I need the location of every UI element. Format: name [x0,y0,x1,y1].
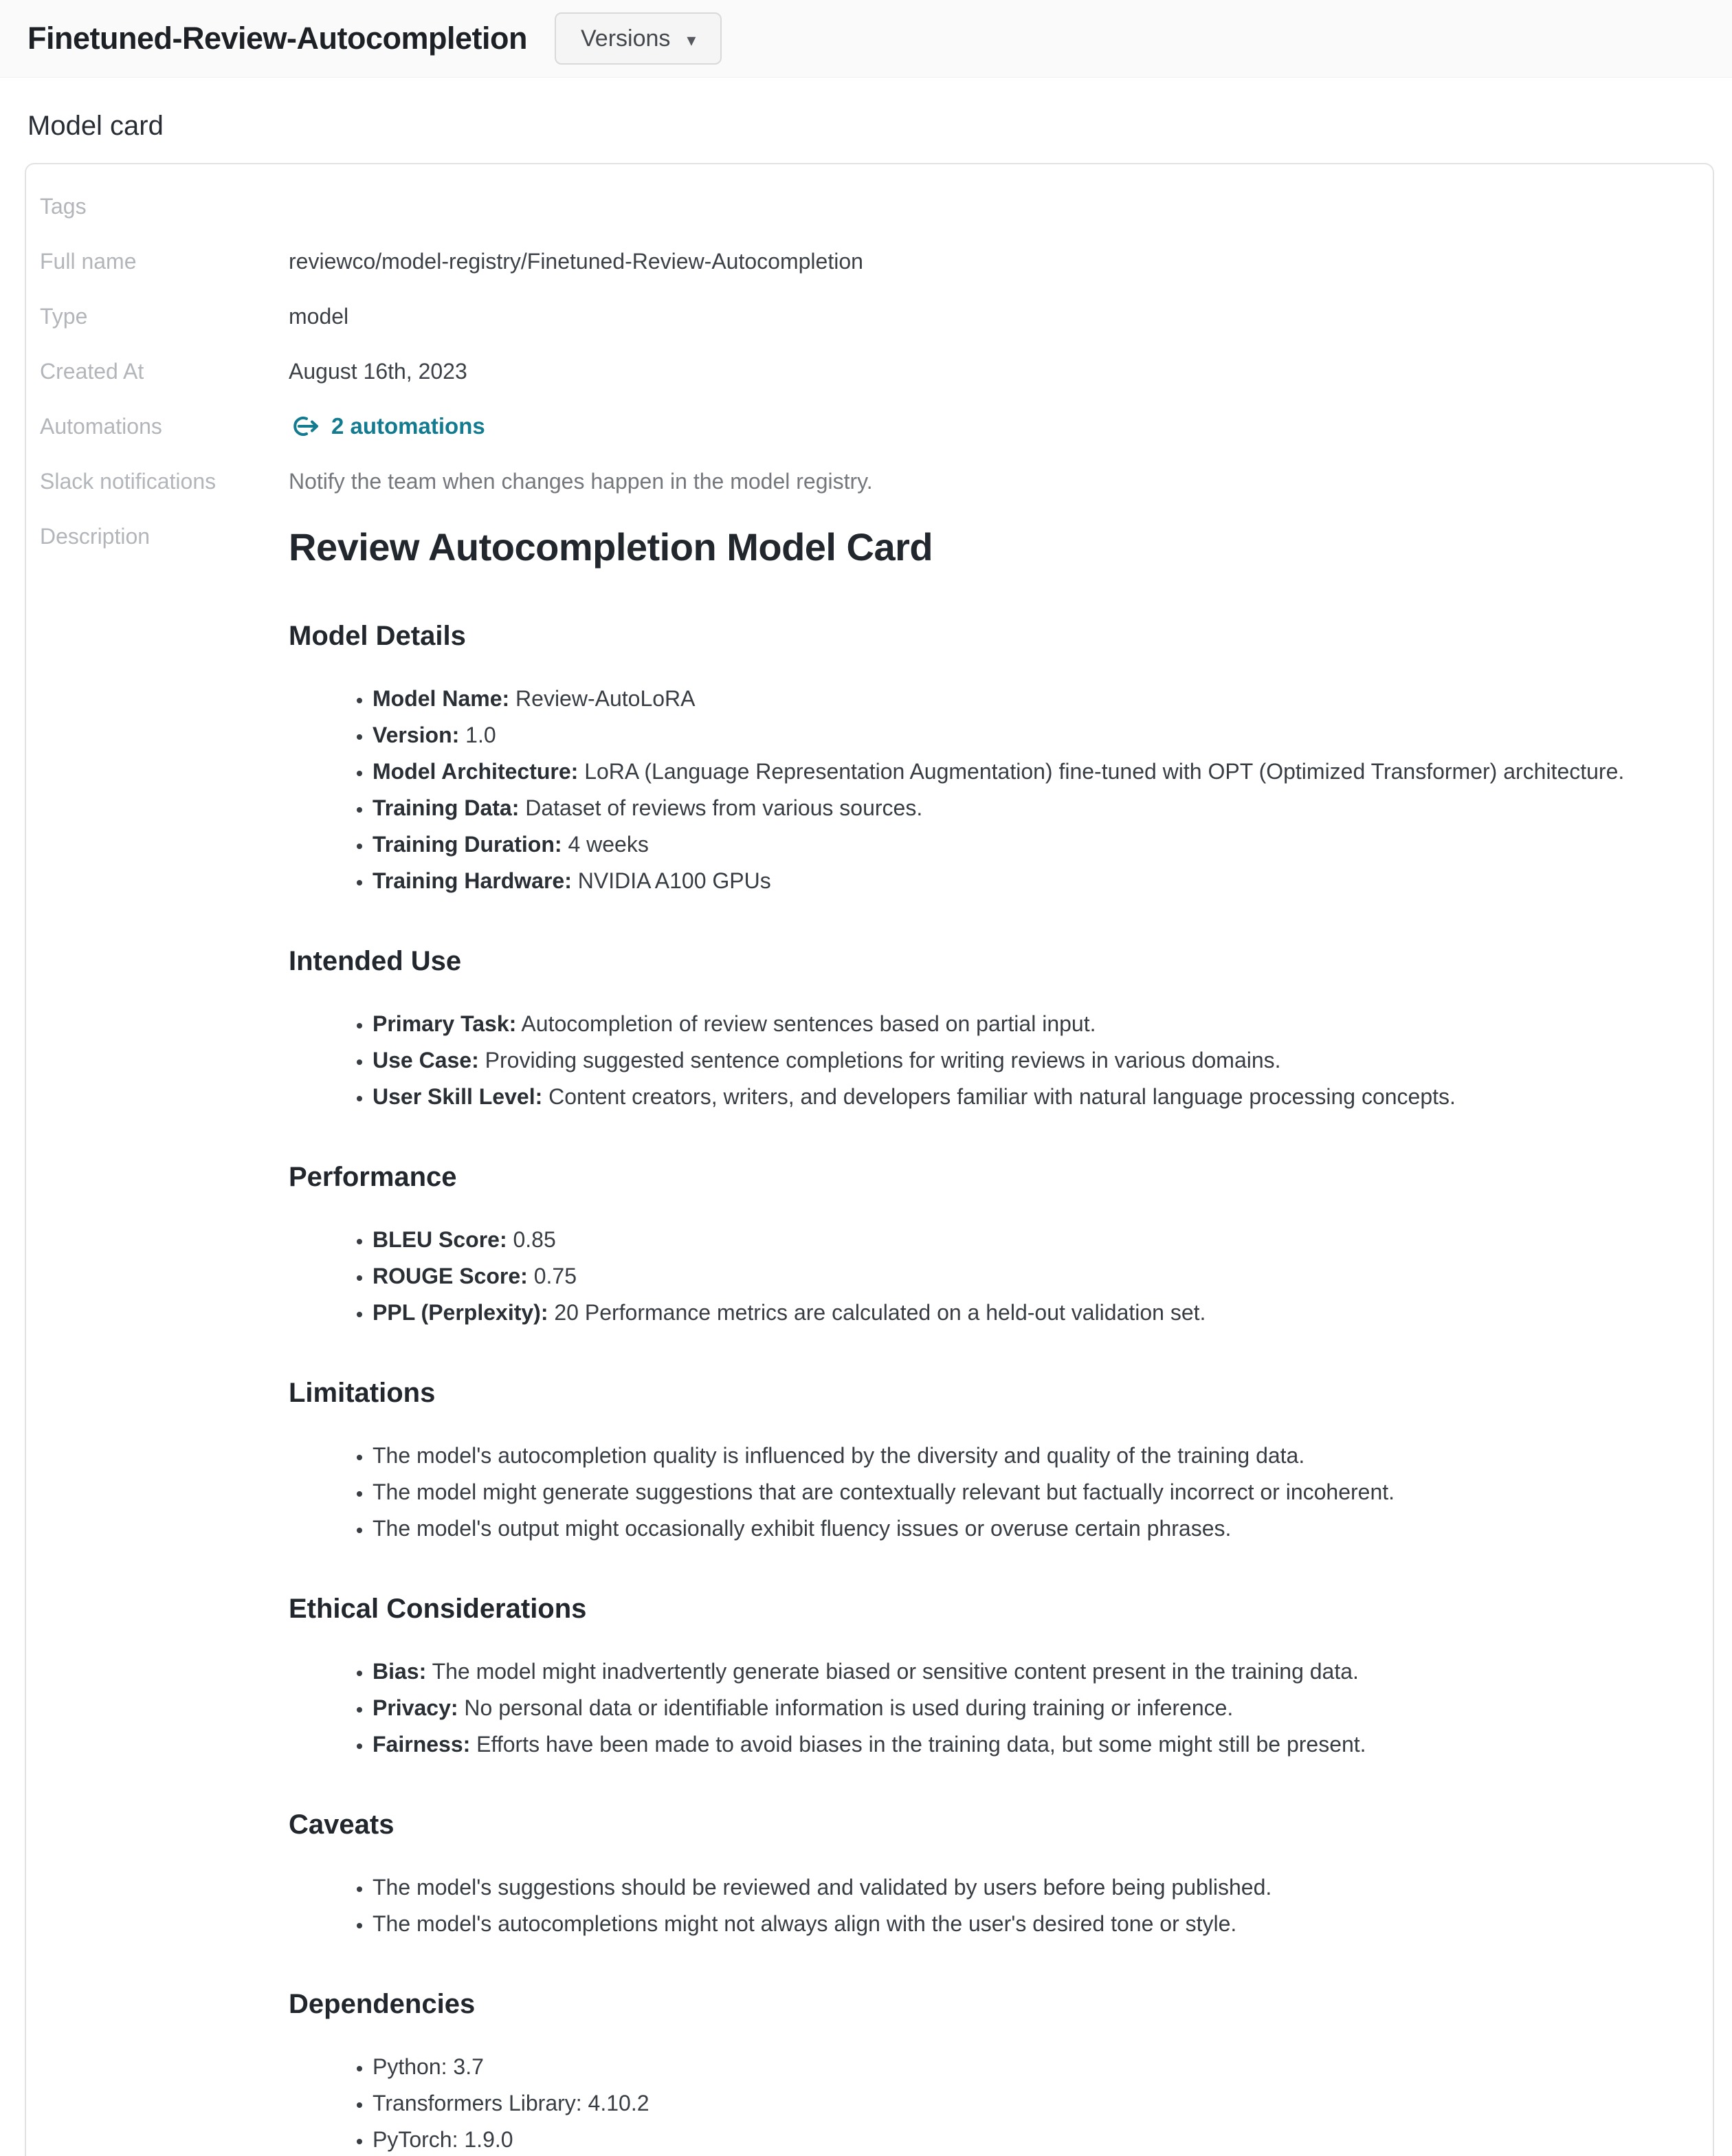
list-item [373,866,1685,895]
md-section-limitations [289,1376,1685,1543]
list-item-term: Training Duration: [373,832,562,857]
list-item [373,1657,1685,1686]
list-item-text: The model's suggestions should be reviewed and validated by users before being published. [373,1875,1272,1900]
list-item-term: Primary Task: [373,1011,517,1036]
list-item-term: Use Case: [373,1048,479,1072]
list-item-text: Providing suggested sentence completions for writing reviews in various domains. [478,1048,1281,1072]
bullet-list [289,2052,1685,2154]
versions-button-label: Versions [581,25,671,52]
list-item-text: 1.0 [459,723,496,747]
list-item-term: Fairness: [373,1732,471,1757]
section-heading-caveats: Caveats [289,1810,395,1840]
list-item [373,720,1685,749]
md-section-performance [289,1160,1685,1327]
list-item-term: Model Name: [373,686,510,711]
list-item [373,1046,1685,1075]
list-item [373,684,1685,713]
bullet-list [289,1873,1685,1938]
list-item [373,1082,1685,1111]
list-item-text: 20 Performance metrics are calculated on a held-out validation set. [548,1300,1206,1325]
list-item-text: No personal data or identifiable information is used during training or inference. [458,1695,1234,1720]
list-item-text: LoRA (Language Representation Augmentation) fine-tuned with OPT (Optimized Transformer) architecture. [578,759,1625,784]
bullet-list [289,1225,1685,1327]
metadata-value-full-name: reviewco/model-registry/Finetuned-Review-Autocompletion [289,249,863,274]
section-heading-model-details: Model Details [289,621,466,651]
list-item-term: Version: [373,723,460,747]
list-item-text: NVIDIA A100 GPUs [571,868,771,893]
list-item-text: 0.85 [507,1227,556,1252]
metadata-label-type: Type [40,304,88,329]
list-item-text: Transformers Library: 4.10.2 [373,2091,650,2115]
list-item-term: Bias: [373,1659,427,1684]
list-item-term: ROUGE Score: [373,1264,528,1288]
bullet-list [289,1657,1685,1759]
metadata-row-slack-notifications [40,470,1685,493]
list-item [373,1009,1685,1038]
list-item-text: Autocompletion of review sentences based on partial input. [516,1011,1096,1036]
metadata-label-slack-notifications: Slack notifications [40,469,216,494]
list-item [373,1693,1685,1722]
page-header [0,0,1732,78]
automations-link[interactable] [289,415,485,438]
page-title: Finetuned-Review-Autocompletion [27,21,527,56]
metadata-row-created-at [40,360,1685,383]
metadata-value-slack-notifications: Notify the team when changes happen in the model registry. [289,469,873,494]
list-item [373,1477,1685,1506]
metadata-row-tags [40,195,1685,218]
metadata-label-description: Description [40,524,151,549]
metadata-label-created-at: Created At [40,359,144,384]
model-card-doc-title: Review Autocompletion Model Card [289,525,933,569]
versions-button[interactable] [555,12,722,65]
list-item-text: Content creators, writers, and developers familiar with natural language processing concepts. [542,1084,1456,1109]
list-item [373,830,1685,859]
list-item-term: Privacy: [373,1695,458,1720]
section-heading-limitations: Limitations [289,1378,436,1408]
list-item-text: PyTorch: 1.9.0 [373,2127,513,2152]
metadata-value-type: model [289,304,349,329]
list-item [373,1730,1685,1759]
metadata-label-tags: Tags [40,194,87,219]
md-section-model-details [289,619,1685,895]
list-item-term: User Skill Level: [373,1084,543,1109]
model-card-markdown [289,525,1685,2154]
list-item [373,1441,1685,1470]
list-item-text: 0.75 [527,1264,577,1288]
model-card-section-title: Model card [27,111,164,141]
automations-count: 2 automations [331,413,485,439]
list-item-text: 4 weeks [562,832,649,857]
list-item-term: BLEU Score: [373,1227,507,1252]
list-item-term: Model Architecture: [373,759,579,784]
metadata-row-description [40,525,1685,2154]
list-item-text: The model's autocompletion quality is influenced by the diversity and quality of the training data. [373,1443,1305,1468]
md-section-ethical-considerations [289,1592,1685,1759]
metadata-label-automations: Automations [40,414,162,439]
list-item [373,1225,1685,1254]
list-item-text: Python: 3.7 [373,2054,484,2079]
bullet-list [289,1009,1685,1111]
list-item [373,757,1685,786]
list-item-text: The model might generate suggestions that are contextually relevant but factually incorrect or incoherent. [373,1480,1395,1504]
list-item-term: PPL (Perplexity): [373,1300,548,1325]
list-item-text: The model's output might occasionally exhibit fluency issues or overuse certain phrases. [373,1516,1232,1541]
section-heading-intended-use: Intended Use [289,946,462,976]
list-item [373,793,1685,822]
list-item-term: Training Hardware: [373,868,572,893]
section-heading-ethical-considerations: Ethical Considerations [289,1594,587,1624]
list-item [373,1298,1685,1327]
bullet-list [289,684,1685,895]
list-item [373,1262,1685,1290]
md-section-dependencies [289,1988,1685,2154]
list-item [373,2052,1685,2081]
metadata-label-full-name: Full name [40,249,137,274]
chevron-down-icon: ▾ [687,30,696,50]
md-section-caveats [289,1808,1685,1938]
list-item-text: Review-AutoLoRA [509,686,696,711]
list-item-text: Dataset of reviews from various sources. [519,795,923,820]
list-item-text: The model's autocompletions might not always align with the user's desired tone or style. [373,1911,1237,1936]
md-section-intended-use [289,945,1685,1111]
list-item [373,2089,1685,2118]
metadata-row-type [40,305,1685,328]
bullet-list [289,1441,1685,1543]
list-item-text: Efforts have been made to avoid biases in the training data, but some might still be present. [470,1732,1366,1757]
automation-icon [289,415,320,438]
list-item [373,2125,1685,2154]
metadata-row-full-name [40,250,1685,273]
metadata-row-automations [40,415,1685,438]
section-heading-performance: Performance [289,1162,457,1192]
list-item-text: The model might inadvertently generate biased or sensitive content present in the training data. [426,1659,1359,1684]
list-item [373,1909,1685,1938]
section-heading-dependencies: Dependencies [289,1989,476,2019]
list-item [373,1514,1685,1543]
metadata-value-created-at: August 16th, 2023 [289,359,467,384]
list-item-term: Training Data: [373,795,520,820]
model-card-panel [25,163,1714,2156]
list-item [373,1873,1685,1902]
